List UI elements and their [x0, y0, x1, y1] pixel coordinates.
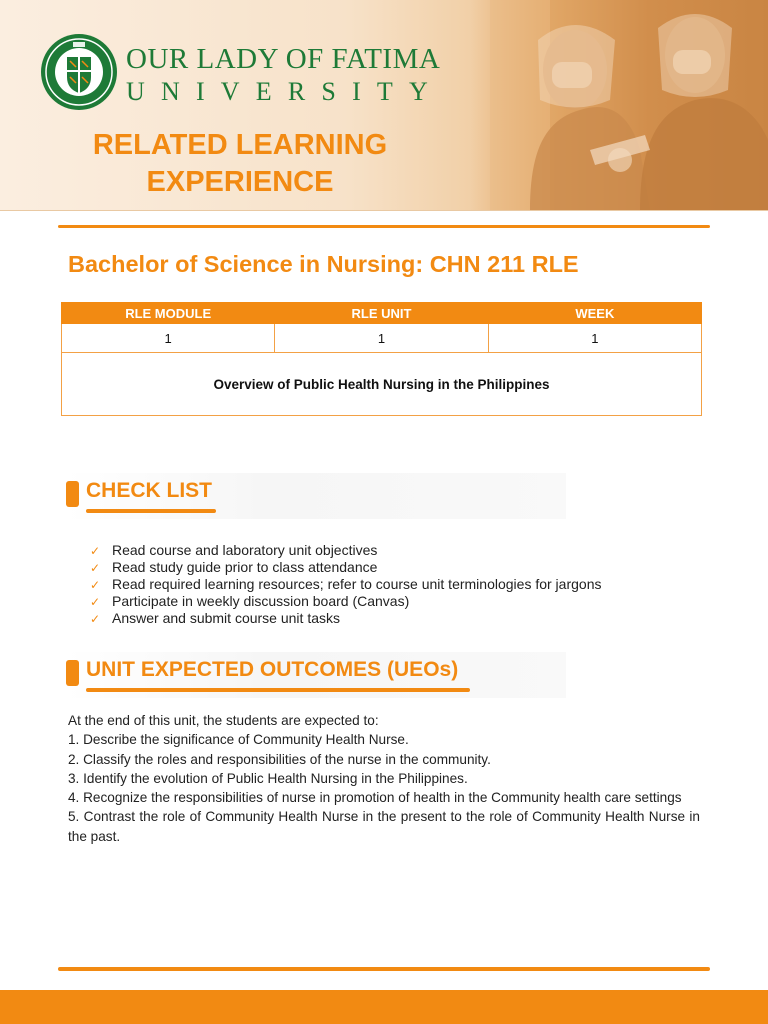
checklist-item-text: Answer and submit course unit tasks	[112, 610, 340, 626]
checklist-item-text: Participate in weekly discussion board (Canvas)	[112, 593, 410, 609]
header-rle-module: RLE MODULE	[62, 303, 275, 324]
outcome-item: 4. Recognize the responsibilities of nurse in promotion of health in the Community health care settings	[68, 790, 682, 806]
table-header-row	[62, 303, 702, 324]
university-name-line2: UNIVERSITY	[126, 77, 444, 106]
outcomes-intro: At the end of this unit, the students are expected to:	[68, 713, 379, 728]
table-values-row	[62, 324, 702, 353]
checkmark-icon: ✓	[90, 544, 101, 558]
checklist-title: CHECK LIST	[86, 479, 212, 502]
outcome-item: 1. Describe the significance of Community Health Nurse.	[68, 732, 409, 748]
list-item	[90, 593, 601, 610]
outcomes-underline	[86, 688, 470, 692]
university-name-line1: OUR LADY OF FATIMA	[126, 43, 441, 75]
bottom-divider	[58, 967, 710, 971]
checklist	[90, 542, 601, 627]
document-title-line1: RELATED LEARNING	[92, 129, 388, 161]
footer-band	[0, 990, 768, 1024]
checkmark-icon: ✓	[90, 595, 101, 609]
outcomes-title: UNIT EXPECTED OUTCOMES (UEOs)	[86, 658, 459, 681]
header-week: WEEK	[488, 303, 701, 324]
university-seal-icon	[40, 33, 118, 111]
value-rle-module: 1	[62, 324, 275, 353]
list-item	[90, 542, 601, 559]
checklist-heading	[66, 473, 566, 519]
list-item	[90, 576, 601, 593]
program-title: Bachelor of Science in Nursing: CHN 211 RLE	[68, 251, 579, 277]
checkmark-icon: ✓	[90, 612, 101, 626]
section-marker	[66, 481, 79, 507]
banner-divider	[0, 210, 768, 211]
checklist-item-text: Read required learning resources; refer to course unit terminologies for jargons	[112, 576, 602, 592]
document-title	[60, 127, 420, 201]
rle-info-table	[61, 302, 702, 416]
checkmark-icon: ✓	[90, 578, 101, 592]
value-rle-unit: 1	[275, 324, 488, 353]
unit-topic: Overview of Public Health Nursing in the Philippines	[62, 353, 702, 416]
nurses-photo	[470, 0, 768, 211]
university-name	[126, 44, 444, 108]
outcome-item: 2. Classify the roles and responsibilities of the nurse in the community.	[68, 751, 491, 767]
outcomes-body	[68, 711, 700, 846]
outcome-item: 3. Identify the evolution of Public Health Nursing in the Philippines.	[68, 770, 468, 786]
table-topic-row	[62, 353, 702, 416]
top-divider	[58, 225, 710, 228]
checklist-item-text: Read course and laboratory unit objectives	[112, 542, 378, 558]
header-rle-unit: RLE UNIT	[275, 303, 488, 324]
outcome-item: 5. Contrast the role of Community Health Nurse in the present to the role of Community Health Nurse in the past.	[68, 809, 700, 844]
checkmark-icon: ✓	[90, 561, 101, 575]
list-item	[90, 610, 601, 627]
list-item	[90, 559, 601, 576]
outcomes-heading	[66, 652, 566, 698]
checklist-underline	[86, 509, 216, 513]
document-title-line2: EXPERIENCE	[146, 166, 334, 198]
section-marker	[66, 660, 79, 686]
value-week: 1	[488, 324, 701, 353]
checklist-item-text: Read study guide prior to class attendance	[112, 559, 378, 575]
header-banner	[0, 0, 768, 211]
